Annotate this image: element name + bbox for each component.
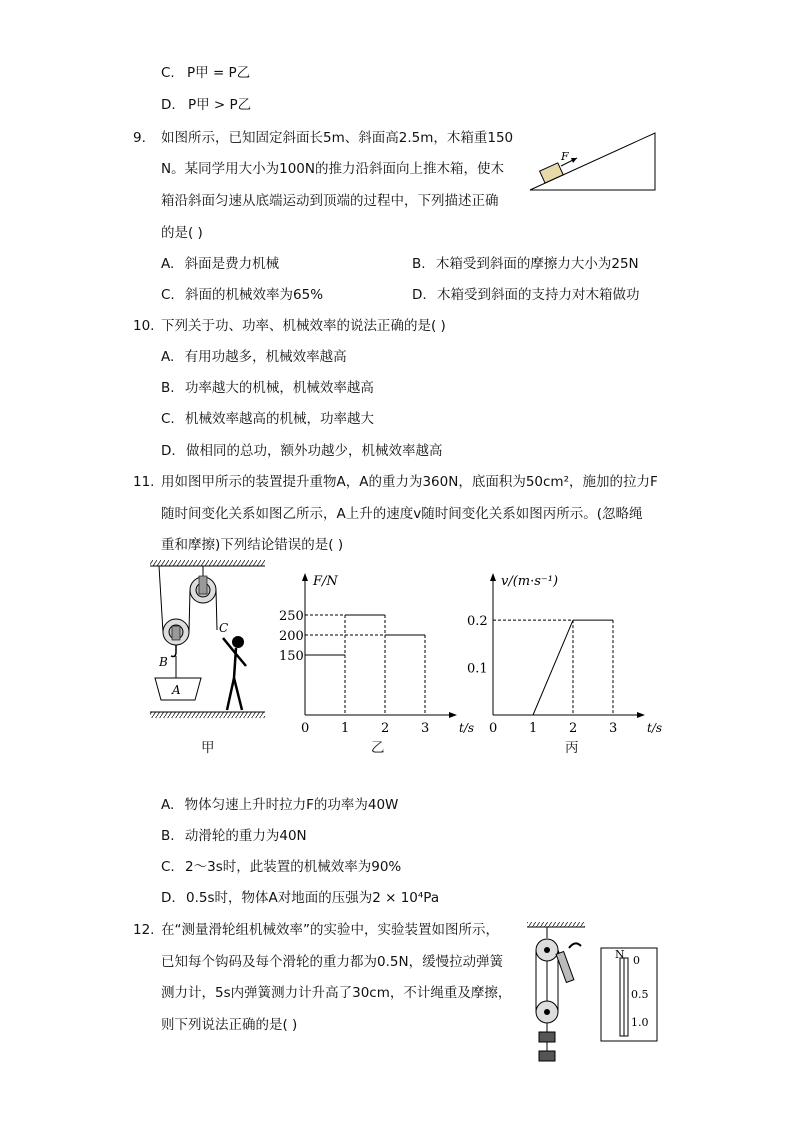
- scale-mark: 1.0: [631, 1016, 649, 1029]
- hook-weight: [539, 1051, 555, 1061]
- force-time-chart: [270, 565, 475, 740]
- caption-yi: 乙: [371, 740, 385, 756]
- q9-stem-line: 的是( ): [161, 225, 203, 241]
- q9-incline-figure: [525, 128, 660, 194]
- q9-option-b[interactable]: B. 木箱受到斜面的摩擦力大小为25N: [412, 256, 639, 272]
- q12-stem-line: 已知每个钩码及每个滑轮的重力都为0.5N，缓慢拉动弹簧: [161, 954, 504, 970]
- label-b: B: [159, 655, 168, 669]
- q10-number: 10.: [133, 318, 155, 334]
- q9-stem-line: N。某同学用大小为100N的推力沿斜面向上推木箱，使木: [161, 161, 504, 177]
- q12-pulley-setup: [525, 920, 665, 1070]
- q9-option-c[interactable]: C. 斜面的机械效率为65%: [161, 287, 324, 303]
- label-a: A: [172, 683, 181, 697]
- q12-stem-line: 则下列说法正确的是( ): [161, 1017, 298, 1033]
- q9-stem-line: 箱沿斜面匀速从底端运动到顶端的过程中，下列描述正确: [161, 193, 499, 209]
- q11-option-a[interactable]: A. 物体匀速上升时拉力F的功率为40W: [161, 797, 399, 813]
- ceiling: [150, 560, 265, 566]
- q12-stem-line: 测力计，5s内弹簧测力计升高了30cm，不计绳重及摩擦，: [161, 985, 512, 1001]
- q10-option-d[interactable]: D. 做相同的总功，额外功越少，机械效率越高: [161, 443, 443, 459]
- q10-option-c[interactable]: C. 机械效率越高的机械，功率越大: [161, 411, 375, 427]
- hook-weight: [539, 1032, 555, 1042]
- q11-pulley-apparatus: [145, 560, 270, 720]
- x-tick-label: 3: [609, 721, 618, 736]
- y-tick-label: 0.1: [467, 661, 488, 677]
- q8-option-c[interactable]: C. P甲 = P乙: [161, 65, 251, 81]
- q12-number: 12.: [133, 922, 155, 938]
- q11-option-b[interactable]: B. 动滑轮的重力为40N: [161, 828, 307, 844]
- y-axis-label: F/N: [313, 574, 338, 589]
- q11-stem-line: 用如图甲所示的装置提升重物A，A的重力为360N，底面积为50cm²，施加的拉力F: [161, 474, 658, 490]
- x-tick-label: 2: [381, 721, 390, 736]
- y-axis-arrow: [302, 573, 308, 581]
- force-label: F: [561, 150, 569, 163]
- q11-option-d[interactable]: D. 0.5s时，物体A对地面的压强为2 × 10⁴Pa: [161, 890, 440, 906]
- y-tick-label: 200: [279, 629, 304, 644]
- x-tick-label: 1: [529, 721, 538, 736]
- q11-stem-line: 重和摩擦)下列结论错误的是( ): [161, 537, 344, 553]
- x-tick-label: 1: [341, 721, 350, 736]
- y-tick-label: 150: [279, 649, 304, 664]
- scale-mark: 0: [633, 954, 640, 967]
- scale-unit: N: [615, 948, 625, 961]
- person: [223, 636, 246, 710]
- q10-option-a[interactable]: A. 有用功越多，机械效率越高: [161, 349, 347, 365]
- caption-bing: 丙: [565, 740, 579, 756]
- q11-option-c[interactable]: C. 2～3s时，此装置的机械效率为90%: [161, 859, 402, 875]
- x-axis-arrow: [449, 712, 457, 718]
- q8-option-d[interactable]: D. P甲 > P乙: [161, 97, 252, 113]
- label-c: C: [219, 621, 229, 635]
- x-tick-label: 0: [301, 721, 310, 736]
- q10-option-b[interactable]: B. 功率越大的机械，机械效率越高: [161, 380, 374, 396]
- q9-option-d[interactable]: D. 木箱受到斜面的支持力对木箱做功: [412, 287, 640, 303]
- x-tick-label: 3: [421, 721, 430, 736]
- x-tick-label: 0: [489, 721, 498, 736]
- y-tick-label: 250: [279, 609, 304, 624]
- x-axis-label: t/s: [459, 721, 475, 735]
- caption-jia: 甲: [201, 740, 215, 756]
- q10-stem: 下列关于功、功率、机械效率的说法正确的是( ): [161, 318, 446, 334]
- x-axis-arrow: [637, 712, 645, 718]
- ground: [150, 712, 265, 718]
- q12-stem-line: 在“测量滑轮组机械效率”的实验中，实验装置如图所示，: [161, 922, 499, 938]
- velocity-segment: [533, 620, 573, 715]
- q11-number: 11.: [133, 474, 155, 490]
- q9-number: 9.: [133, 130, 146, 146]
- scale-face: [601, 948, 657, 1041]
- velocity-time-chart: [460, 565, 663, 740]
- y-axis-label: v/(m·s⁻¹): [501, 574, 559, 589]
- y-axis-arrow: [490, 573, 496, 581]
- crate: [540, 163, 564, 183]
- q11-stem-line: 随时间变化关系如图乙所示，A上升的速度v随时间变化关系如图丙所示。(忽略绳: [161, 506, 643, 522]
- q9-stem-line: 如图所示，已知固定斜面长5m、斜面高2.5m，木箱重150: [161, 130, 514, 146]
- spring-scale: [556, 952, 574, 983]
- x-axis-label: t/s: [647, 721, 663, 735]
- y-tick-label: 0.2: [467, 614, 488, 630]
- q9-option-a[interactable]: A. 斜面是费力机械: [161, 256, 280, 272]
- x-tick-label: 2: [569, 721, 578, 736]
- scale-mark: 0.5: [631, 988, 649, 1001]
